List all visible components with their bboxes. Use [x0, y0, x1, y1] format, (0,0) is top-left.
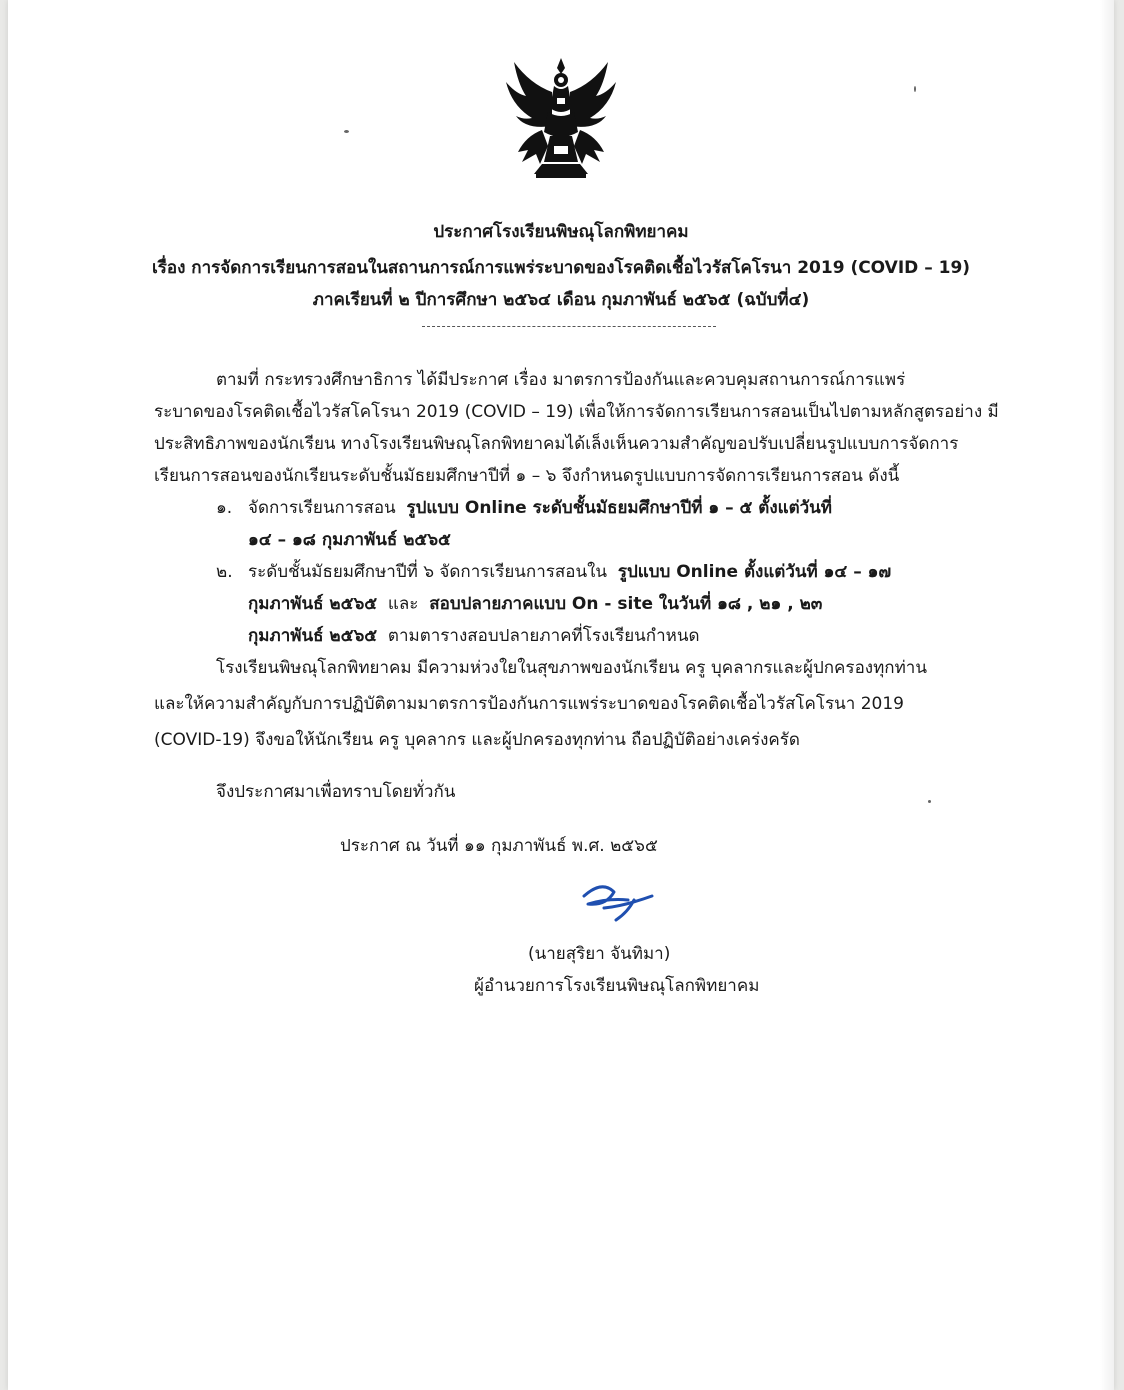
para1-line2: ระบาดของโรคติดเชื้อไวรัสโคโรนา 2019 (COVID – 19) เพื่อให้การจัดการเรียนการสอนเป็นไปตามหลักสูตรอย่าง มี: [154, 402, 999, 422]
announcement-subject: เรื่อง การจัดการเรียนการสอนในสถานการณ์การแพร่ระบาดของโรคติดเชื้อไวรัสโคโรนา 2019 (COVID – 19): [151, 258, 971, 278]
item2-number: ๒.: [216, 562, 233, 582]
para2-line2: และให้ความสำคัญกับการปฏิบัติตามมาตรการป้องกันการแพร่ระบาดของโรคติดเชื้อไวรัสโคโรนา 2019: [154, 694, 904, 714]
para1-line1: ตามที่ กระทรวงศึกษาธิการ ได้มีประกาศ เรื่อง มาตรการป้องกันและควบคุมสถานการณ์การแพร่: [216, 370, 906, 390]
item2-line2-bold: กุมภาพันธ์ ๒๕๖๕: [248, 594, 378, 614]
scan-speck: [914, 86, 916, 92]
scan-speck: [344, 130, 349, 133]
title-divider: [422, 326, 716, 327]
signer-name: (นายสุริยา จันทิมา): [528, 944, 671, 964]
item2-line3-bold: กุมภาพันธ์ ๒๕๖๕: [248, 626, 378, 646]
item2-text: ระดับชั้นมัธยมศึกษาปีที่ ๖ จัดการเรียนการสอนใน: [248, 562, 608, 582]
item1-line2: ๑๔ – ๑๘ กุมภาพันธ์ ๒๕๖๕: [248, 530, 451, 550]
signature-icon: [574, 878, 664, 928]
item2-line2: [248, 590, 822, 617]
item1-number: ๑.: [216, 498, 233, 518]
garuda-emblem-icon: [502, 56, 620, 182]
item1-text: จัดการเรียนการสอน: [248, 498, 396, 518]
item1-line1: [248, 494, 832, 521]
item2-line2-text: และ: [387, 594, 419, 614]
item1-bold: รูปแบบ Online ระดับชั้นมัธยมศึกษาปีที่ ๑ – ๕ ตั้งแต่วันที่: [406, 498, 832, 518]
para2-line1: โรงเรียนพิษณุโลกพิทยาคม มีความห่วงใยในสุขภาพของนักเรียน ครู บุคลากรและผู้ปกครองทุกท่าน: [216, 658, 927, 678]
para1-line4: เรียนการสอนของนักเรียนระดับชั้นมัธยมศึกษาปีที่ ๑ – ๖ จึงกำหนดรูปแบบการจัดการเรียนการสอน ดังนี้: [154, 466, 900, 486]
signer-title: ผู้อำนวยการโรงเรียนพิษณุโลกพิทยาคม: [474, 976, 760, 996]
announcement-term: ภาคเรียนที่ ๒ ปีการศึกษา ๒๕๖๔ เดือน กุมภาพันธ์ ๒๕๖๕ (ฉบับที่๔): [312, 290, 810, 310]
item2-line3-text: ตามตารางสอบปลายภาคที่โรงเรียนกำหนด: [387, 626, 700, 646]
scan-speck: [928, 800, 931, 803]
item2-line3: [248, 622, 700, 649]
item2-bold: รูปแบบ Online ตั้งแต่วันที่ ๑๔ – ๑๗: [617, 562, 892, 582]
closing-text: จึงประกาศมาเพื่อทราบโดยทั่วกัน: [216, 782, 456, 802]
para2-line3: (COVID-19) จึงขอให้นักเรียน ครู บุคลากร และผู้ปกครองทุกท่าน ถือปฏิบัติอย่างเคร่งครัด: [154, 730, 800, 750]
item2-line2-bold2: สอบปลายภาคแบบ On - site ในวันที่ ๑๘ , ๒๑ , ๒๓: [429, 594, 823, 614]
document-page: [8, 0, 1114, 1390]
item2-line1: [248, 558, 891, 585]
announcement-date: ประกาศ ณ วันที่ ๑๑ กุมภาพันธ์ พ.ศ. ๒๕๖๕: [340, 836, 658, 856]
announcement-title: ประกาศโรงเรียนพิษณุโลกพิทยาคม: [433, 222, 689, 242]
para1-line3: ประสิทธิภาพของนักเรียน ทางโรงเรียนพิษณุโลกพิทยาคมได้เล็งเห็นความสำคัญขอปรับเปลี่ยนรูปแบบการจัดการ: [154, 434, 959, 454]
